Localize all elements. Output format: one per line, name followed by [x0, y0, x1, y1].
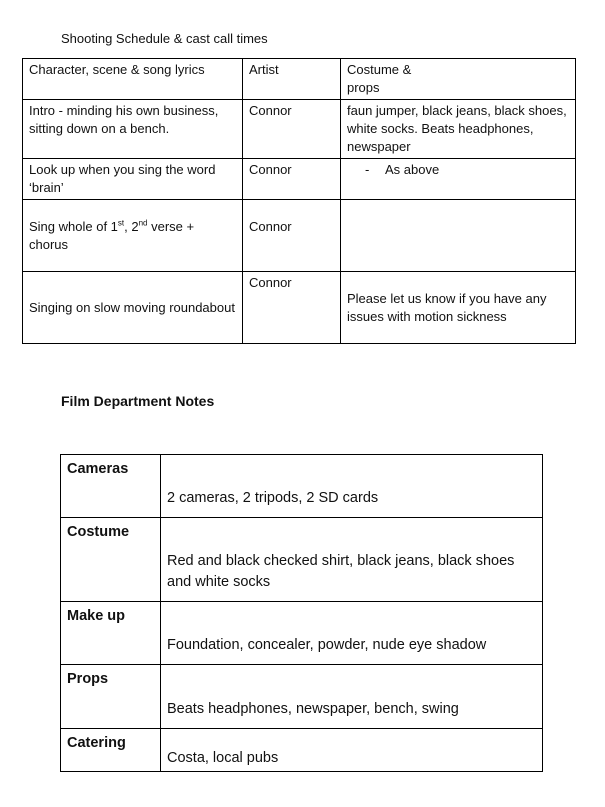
schedule-title: Shooting Schedule & cast call times	[61, 31, 268, 46]
table-row	[61, 729, 543, 772]
table-row	[23, 200, 576, 272]
scene-cell: Look up when you sing the word ‘brain’	[23, 159, 243, 200]
artist-cell: Connor	[243, 100, 341, 159]
scene-cell: Sing whole of 1st, 2nd verse + chorus	[23, 200, 243, 272]
costume-cell: Please let us know if you have any issues with motion sickness	[341, 272, 576, 344]
costume-cell	[341, 159, 576, 200]
shooting-schedule-table	[22, 58, 576, 344]
notes-value: 2 cameras, 2 tripods, 2 SD cards	[161, 455, 543, 518]
costume-cell	[341, 200, 576, 272]
header-costume-line2: props	[347, 80, 380, 95]
film-notes-table	[60, 454, 543, 772]
notes-label: Costume	[61, 518, 161, 602]
table-row	[61, 518, 543, 602]
notes-label: Props	[61, 665, 161, 729]
scene-cell: Singing on slow moving roundabout	[23, 272, 243, 344]
bullet-dash: -	[365, 162, 370, 177]
artist-cell: Connor	[243, 272, 341, 344]
notes-label: Make up	[61, 602, 161, 665]
table-row	[23, 100, 576, 159]
costume-text: As above	[385, 162, 440, 177]
artist-cell: Connor	[243, 159, 341, 200]
table-header-row	[23, 59, 576, 100]
notes-value: Costa, local pubs	[161, 729, 543, 772]
scene-cell: Intro - minding his own business, sitting down on a bench.	[23, 100, 243, 159]
notes-value: Red and black checked shirt, black jeans, black shoes and white socks	[161, 518, 543, 602]
header-artist: Artist	[243, 59, 341, 100]
notes-label: Cameras	[61, 455, 161, 518]
table-row	[61, 602, 543, 665]
notes-value: Foundation, concealer, powder, nude eye shadow	[161, 602, 543, 665]
costume-cell: faun jumper, black jeans, black shoes, white socks. Beats headphones, newspaper	[341, 100, 576, 159]
artist-cell: Connor	[243, 200, 341, 272]
film-notes-title: Film Department Notes	[61, 393, 215, 409]
table-row	[23, 159, 576, 200]
header-costume	[341, 59, 576, 100]
notes-value: Beats headphones, newspaper, bench, swing	[161, 665, 543, 729]
header-scene: Character, scene & song lyrics	[23, 59, 243, 100]
header-costume-line1: Costume &	[347, 62, 412, 77]
table-row	[61, 665, 543, 729]
table-row	[23, 272, 576, 344]
notes-label: Catering	[61, 729, 161, 772]
table-row	[61, 455, 543, 518]
